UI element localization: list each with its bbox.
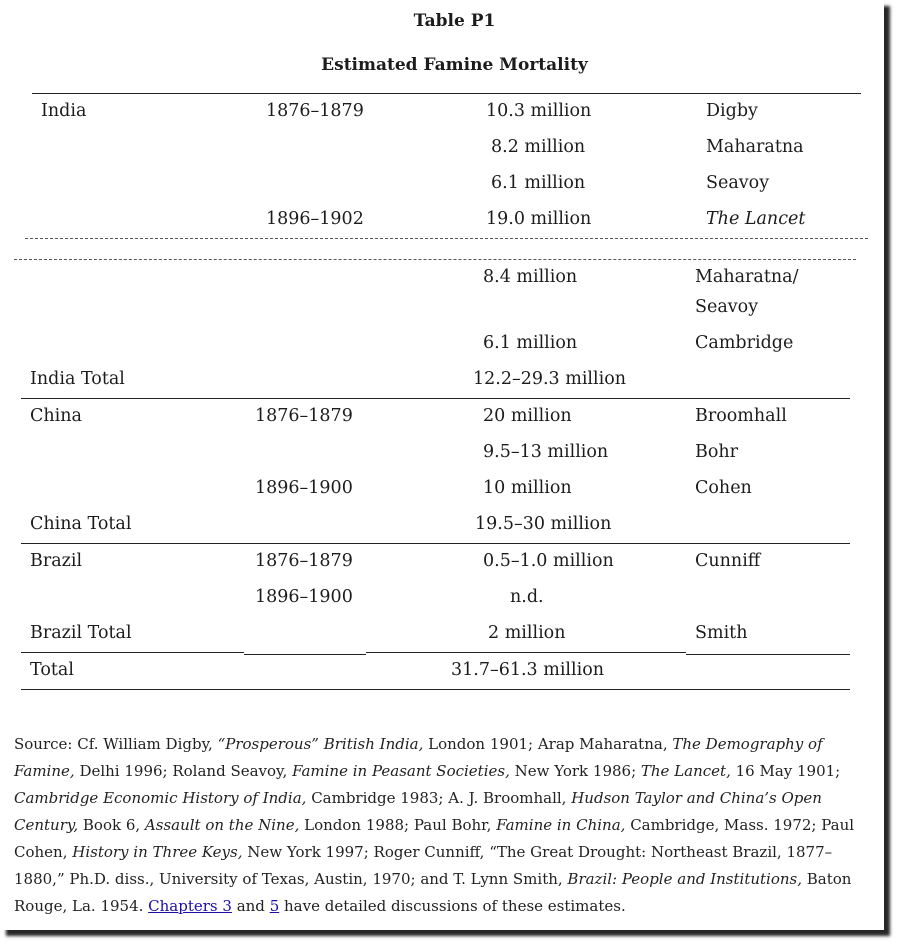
- source-title: “Prosperous” British India,: [217, 735, 424, 753]
- source-text: New York 1997; Roger Cunniff, “The Great Drought: Northeast Brazil, 1877–1880,” Ph.D. diss., University of Texas, Austin, 1970; and T. Lynn Smith,: [14, 843, 833, 888]
- source-text: Book 6,: [78, 816, 145, 834]
- row-india-period: 1876–1879: [266, 101, 364, 121]
- source-title: Cambridge Economic History of India,: [14, 789, 307, 807]
- row-china-total-estimate: 19.5–30 million: [475, 514, 612, 534]
- row-india4-estimate: 19.0 million: [486, 209, 592, 229]
- chapters-3-link[interactable]: Chapters 3: [148, 897, 232, 915]
- row-india-source: Digby: [706, 101, 758, 121]
- row-india4-source: The Lancet: [706, 209, 806, 229]
- row-china2-estimate: 9.5–13 million: [483, 442, 609, 462]
- row-china3-estimate: 10 million: [483, 478, 572, 498]
- row-brazil2-period: 1896–1900: [255, 587, 353, 607]
- rule-after-india: [21, 398, 850, 399]
- row-total-estimate: 31.7–61.3 million: [451, 660, 605, 680]
- table-subtitle: Estimated Famine Mortality: [321, 55, 588, 75]
- row-india5-source-line1: Maharatna/: [695, 267, 799, 287]
- source-title: History in Three Keys,: [72, 843, 243, 861]
- row-brazil-region: Brazil: [30, 551, 83, 571]
- source-title: Famine in China,: [496, 816, 626, 834]
- source-text: Source: Cf. William Digby,: [14, 735, 218, 753]
- row-india6-estimate: 6.1 million: [483, 333, 578, 353]
- source-title: Assault on the Nine,: [144, 816, 300, 834]
- row-india6-source: Cambridge: [695, 333, 794, 353]
- page-break-line-top: [25, 238, 868, 239]
- row-india2-source: Maharatna: [706, 137, 804, 157]
- source-text: have detailed discussions of these estimates.: [279, 897, 626, 915]
- row-brazil-total-label: Brazil Total: [30, 623, 132, 643]
- row-total-label: Total: [30, 660, 74, 680]
- row-india5-estimate: 8.4 million: [483, 267, 578, 287]
- source-text: and: [231, 897, 270, 915]
- row-china-total-label: China Total: [30, 514, 132, 534]
- row-brazil-period: 1876–1879: [255, 551, 353, 571]
- row-china-region: China: [30, 406, 82, 426]
- row-brazil-source: Cunniff: [695, 551, 761, 571]
- row-brazil-total-source: Smith: [695, 623, 748, 643]
- source-text: Cambridge, Mass. 1972; Paul Cohen,: [14, 816, 855, 861]
- source-title: The Lancet,: [640, 762, 731, 780]
- row-india3-estimate: 6.1 million: [491, 173, 586, 193]
- rule-before-total-mid-b: [366, 652, 686, 653]
- row-china3-period: 1896–1900: [255, 478, 353, 498]
- source-title: Brazil: People and Institutions,: [567, 870, 803, 888]
- source-text: London 1988; Paul Bohr,: [299, 816, 497, 834]
- table-title: Table P1: [413, 11, 496, 31]
- row-india5-source-line2: Seavoy: [695, 297, 759, 317]
- row-india-total-label: India Total: [30, 369, 125, 389]
- row-india3-source: Seavoy: [706, 173, 770, 193]
- table-bottom-rule: [21, 689, 850, 690]
- source-text: 16 May 1901;: [730, 762, 841, 780]
- source-title: Hudson Taylor and China’s Open Century,: [14, 789, 822, 834]
- row-china-source: Broomhall: [695, 406, 787, 426]
- row-india-region: India: [41, 101, 87, 121]
- source-text: Delhi 1996; Roland Seavoy,: [74, 762, 293, 780]
- rule-before-total-left: [21, 652, 244, 653]
- row-china-estimate: 20 million: [483, 406, 572, 426]
- row-brazil-estimate: 0.5–1.0 million: [483, 551, 614, 571]
- row-china-period: 1876–1879: [255, 406, 353, 426]
- row-brazil2-estimate: n.d.: [510, 587, 544, 607]
- source-text: New York 1986;: [509, 762, 641, 780]
- rule-after-china: [21, 543, 850, 544]
- source-text: Cambridge 1983; A. J. Broomhall,: [306, 789, 572, 807]
- table-top-rule: [32, 93, 861, 94]
- source-title: The Demography of Famine,: [14, 735, 823, 780]
- row-india2-estimate: 8.2 million: [491, 137, 586, 157]
- row-china2-source: Bohr: [695, 442, 739, 462]
- rule-before-total-right: [686, 654, 850, 655]
- chapter-5-link[interactable]: 5: [269, 897, 280, 915]
- rule-before-total-mid-a: [244, 654, 366, 655]
- row-china3-source: Cohen: [695, 478, 752, 498]
- row-india-estimate: 10.3 million: [486, 101, 592, 121]
- source-note: [14, 731, 876, 920]
- row-india-total-estimate: 12.2–29.3 million: [473, 369, 627, 389]
- source-text: Baton Rouge, La. 1954.: [14, 870, 852, 915]
- source-text: London 1901; Arap Maharatna,: [423, 735, 673, 753]
- source-title: Famine in Peasant Societies,: [292, 762, 510, 780]
- row-brazil-total-estimate: 2 million: [488, 623, 566, 643]
- row-india4-period: 1896–1902: [266, 209, 364, 229]
- page-break-line-bottom: [14, 259, 856, 260]
